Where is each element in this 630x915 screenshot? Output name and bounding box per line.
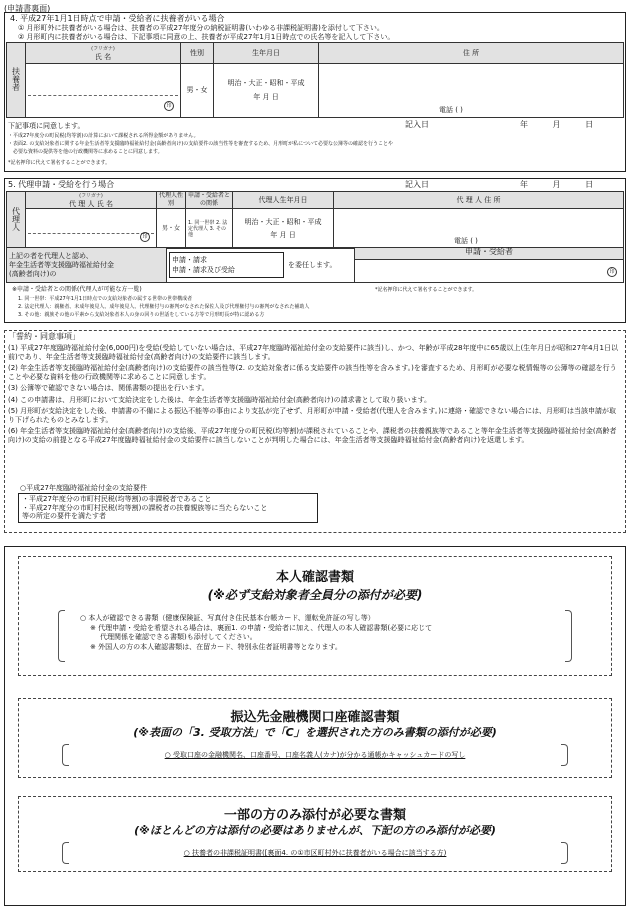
agent-address-header: 代 理 人 住 所: [334, 192, 624, 209]
agent-side-label: 代理人: [7, 192, 26, 249]
section-4-note-1: ① 月形町外に扶養者がいる場合は、扶養者の平成27年度分の納税証明書(いわゆる非課税証明書)を添付して下さい。: [18, 24, 384, 32]
dependent-table: [6, 42, 624, 118]
bank-docs-bracket: [62, 744, 568, 766]
agent-relation-field[interactable]: 1. 同一世帯 2. 法定代理人 3. その他: [186, 209, 233, 249]
agent-dob-field[interactable]: 明治・大正・昭和・平成 年 月 日: [233, 209, 334, 249]
option-apply[interactable]: 申請・請求: [172, 256, 207, 264]
applicant-header: 申請・受給者: [355, 248, 623, 260]
some-docs-subtitle: (※ほとんどの方は添付の必要はありませんが、下記の方のみ添付が必要): [134, 824, 496, 837]
bank-docs-line-1: ○ 受取口座の金融機関名、口座番号、口座名義人(カナ)が分かる通帳かキャッシュカードの写し: [164, 751, 466, 759]
applicant-signature-field[interactable]: [355, 260, 623, 282]
some-docs-bracket: [62, 842, 568, 864]
requirement-3: 等の所定の要件を満たす者: [22, 512, 106, 520]
pledge-title: 「誓約・同意事項」: [8, 332, 80, 341]
id-docs-bracket: [58, 610, 572, 662]
relation-list-title: ※申請・受給者との関係(代理人が可能な方一覧): [12, 286, 142, 293]
requirements-box: [18, 493, 318, 523]
fine-print-1: ・平成27年度分の町民税(均等割)の計算において課税される所得金額がありません。: [8, 133, 199, 139]
agent-dob-header: 代理人生年月日: [233, 192, 334, 209]
agent-seal: 印: [140, 232, 150, 242]
requirement-2: ・平成27年度分の市町村民税(均等割)の課税者の扶養親族等に当たらないこと: [22, 503, 268, 512]
pledge-list: [8, 344, 620, 447]
id-docs-title: 本人確認書類: [275, 570, 354, 585]
section-4-note-2: ② 月形町内に扶養者がいる場合は、下記事項に同意の上、扶養者が平成27年1月1日時点での氏名等を記入して下さい。: [18, 33, 395, 41]
agent-name-field[interactable]: [26, 209, 157, 249]
dependent-phone: 電話 ( ): [439, 106, 463, 114]
dependent-dob-header: 生年月日: [214, 43, 319, 64]
agree-date-value[interactable]: 年 月 日: [520, 120, 594, 129]
applicant-cell: [355, 248, 624, 283]
agent-table: [6, 191, 624, 249]
id-docs-subtitle: (※必ず支給対象者全員分の添付が必要): [207, 588, 423, 602]
delegation-table: [6, 247, 624, 283]
dependent-address-header: 住 所: [319, 43, 624, 64]
relation-item-2: 2. 法定代理人：親権者、未成年後見人、成年後見人、代理権付与の審判がなされた保佐人及び代理権付与の審判がなされた補助人: [18, 304, 310, 310]
id-docs-line-2: ※ 代理申請・受給を希望される場合は、裏面1. の申請・受給者に加え、代理人の本人確認書類(必要に応じて: [90, 624, 433, 632]
dependent-seal: 印: [164, 101, 174, 111]
bank-docs-title: 振込先金融機関口座確認書類: [230, 710, 400, 725]
delegation-text: 上記の者を代理人と認め、 年金生活者等支援臨時福祉給付金 (高齢者向け)の: [7, 248, 167, 283]
agent-name-header: (フリガナ) 代 理 人 氏 名: [26, 192, 157, 209]
agent-sex-field[interactable]: 男・女: [157, 209, 186, 249]
bank-docs-subtitle: (※表面の「3. 受取方法」で「C」を選択された方のみ書類の添付が必要): [133, 726, 497, 739]
pledge-item-2: (2) 年金生活者等支援臨時福祉給付金(高齢者向け)の支給要件の該当性等(2. の支給対象者に係る支給要件の該当性等を含みます。)を審査するため、月形町が必要な税情報等の公簿等の確認を行うことや必要な資料を他の行政機関等に求めることに同意します。: [8, 364, 617, 381]
id-docs-line-1: ○ 本人が確認できる書類（健康保険証、写真付き住民基本台帳カード、運転免許証の写し等）: [80, 614, 375, 622]
s5-date-label: 記入日: [405, 180, 429, 189]
agent-sex-header: 代理人性別: [157, 192, 186, 209]
entrust-text: を委任します。: [286, 248, 355, 283]
section-4-title: 4. 平成27年1月1日時点で申請・受給者に扶養者がいる場合: [10, 14, 225, 23]
delegation-options: [167, 248, 287, 283]
fine-print-3: 必要な資料の提供等を他の行政機関等に求めることに同意します。: [8, 149, 163, 155]
agree-date-label: 記入日: [405, 120, 429, 129]
requirement-1: ・平成27年度分の市町村民税(均等割)の非課税者であること: [22, 495, 212, 503]
option-apply-receive[interactable]: 申請・請求及び受給: [172, 266, 235, 274]
id-docs-line-4: ※ 外国人の方の本人確認書類は、在留カード、特別永住者証明書等となります。: [90, 643, 342, 651]
section-5-title: 5. 代理申請・受給を行う場合: [8, 180, 115, 189]
fine-print-2: ・表面2. の支給対象者に関する年金生活者等支援臨時福祉給付金(高齢者向け)の支給要件の該当性等を審査するため、月形町が私について必要な公簿等の確認を行うことや: [8, 141, 393, 147]
pledge-item-6: (6) 年金生活者等支援臨時福祉給付金(高齢者向け)の支給後、平成27年度分の町民税(均等割)が課税されていることや、課税者の扶養親族等であること等年金生活者等支援臨時福祉給付金(高齢者向け)の支給の前提となる平成27年度臨時福祉給付金の支給要件に該当しないことが判明した場合には、年金生活者等支援臨時福祉給付金(高齢者向け)を返還します。: [8, 427, 617, 444]
dependent-dob-field[interactable]: 明治・大正・昭和・平成 年 月 日: [214, 63, 319, 117]
dependent-sex-header: 性別: [181, 43, 214, 64]
page-header: (申請書裏面): [4, 4, 51, 13]
s5-sign-note: *記名押印に代えて署名することができます。: [375, 287, 478, 293]
dependent-side-label: 扶養者: [7, 43, 26, 118]
relation-item-1: 1. 同一世帯：平成27年1月1日時点での支給対象者の属する世帯の世帯構成者: [18, 296, 193, 302]
some-docs-title: 一部の方のみ添付が必要な書類: [223, 808, 406, 823]
dependent-name-header: (フリガナ) 氏 名: [26, 43, 181, 64]
pledge-item-1: (1) 平成27年度臨時福祉給付金(6,000円)を受給(受給していない場合は、平成27年度臨時福祉給付金の支給要件に該当)し、かつ、年齢が平成28年度中に65歳以上(生年月日が昭和27年4月1日以前)であり、年金生活者等支援臨時福祉給付金(高齢者向け)の支給要件に該当します。: [8, 344, 618, 361]
agent-relation-header: 申請・受給者との関係: [186, 192, 233, 209]
dependent-address-field[interactable]: [319, 63, 624, 117]
agent-address-field[interactable]: [334, 209, 624, 249]
requirements-title: ○平成27年度臨時福祉給付金の支給要件: [20, 484, 148, 492]
some-docs-line-1: ○ 扶養者の非課税証明書([裏面4. の①市区町村外に扶養者がいる場合に該当する方): [183, 849, 447, 857]
id-docs-line-3: 代理関係を確認できる書類)も添付してください。: [100, 633, 257, 641]
agree-text: 下記事項に同意します。: [8, 122, 85, 130]
agent-phone: 電話 ( ): [454, 237, 478, 245]
relation-item-3: 3. その他：親族その他の平素から支給対象者本人の身の回りの世話をしている方等で月形町長が特に認める方: [18, 312, 265, 318]
s5-date-value[interactable]: 年 月 日: [520, 180, 594, 189]
fine-print-4: *記名押印に代えて署名することができます。: [8, 160, 111, 166]
pledge-item-3: (3) 公簿等で確認できない場合は、関係書類の提出を行います。: [8, 384, 209, 392]
dependent-sex-field[interactable]: 男・女: [181, 63, 214, 117]
pledge-item-4: (4) この申請書は、月形町において支給決定をした後は、年金生活者等支援臨時福祉給付金(高齢者向け)の請求書として取り扱います。: [8, 395, 432, 404]
applicant-seal: 印: [607, 267, 617, 277]
dependent-name-field[interactable]: [26, 63, 181, 117]
pledge-item-5: (5) 月形町が支給決定をした後、申請書の不備による振込不能等の事由により支払が完了せず、月形町が申請・受給者(代理人を含みます。)に連絡・確認できない場合には、月形町は当該申請が取り下げられたものとみなします。: [8, 407, 616, 424]
